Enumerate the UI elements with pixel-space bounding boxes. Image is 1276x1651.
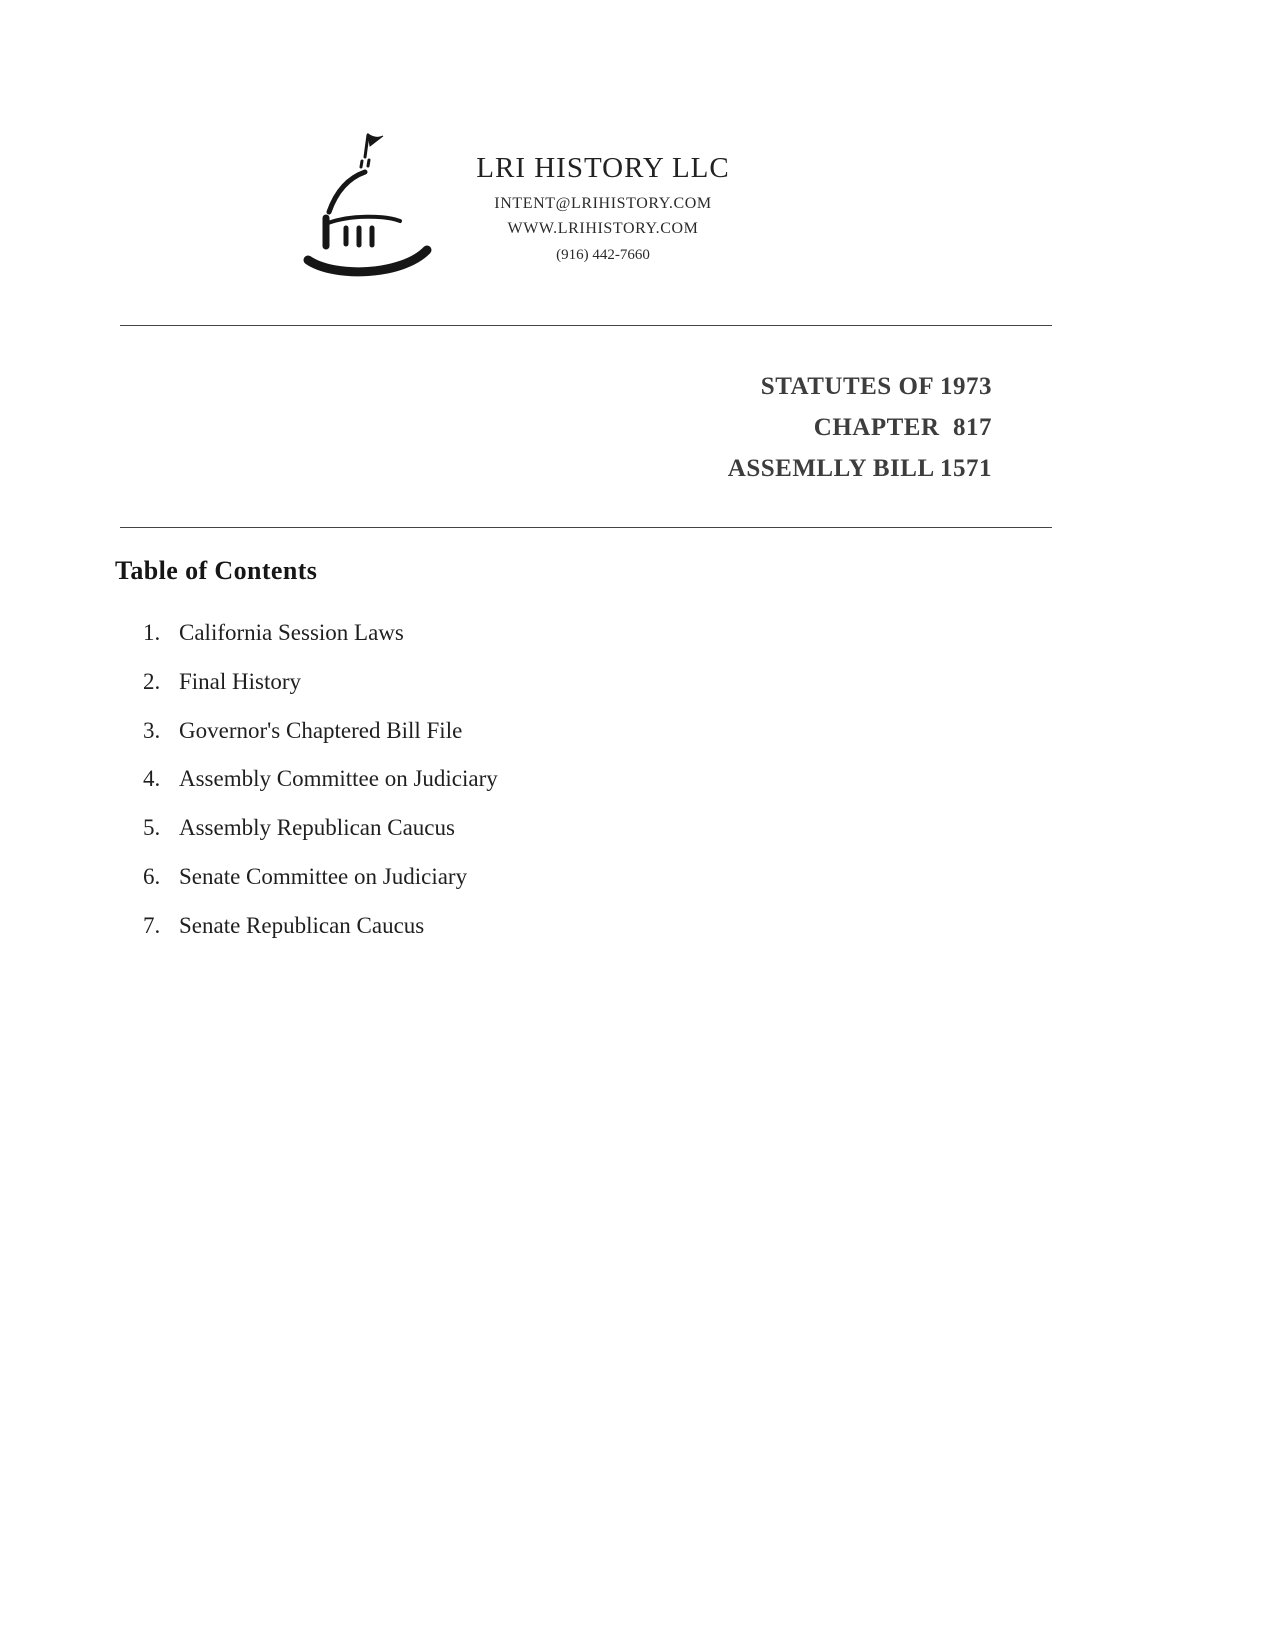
toc-item	[143, 717, 1156, 746]
phone-line: (916) 442-7660	[556, 247, 650, 264]
divider-bottom	[120, 527, 1052, 528]
table-of-contents	[115, 556, 1156, 940]
toc-item-label: Assembly Committee on Judiciary	[179, 766, 498, 792]
company-name: LRI HISTORY LLC	[476, 152, 730, 184]
toc-item-number: 4.	[143, 766, 161, 792]
divider-top	[120, 325, 1052, 326]
toc-item	[143, 668, 1156, 697]
toc-item-number: 1.	[143, 620, 161, 645]
toc-item-label: Assembly Republican Caucus	[179, 815, 455, 840]
title-block	[728, 366, 992, 489]
toc-item	[143, 912, 1156, 941]
toc-item	[143, 814, 1156, 843]
toc-item-number: 2.	[143, 668, 161, 694]
toc-item-number: 5.	[143, 815, 161, 840]
toc-item-label: Senate Committee on Judiciary	[179, 863, 468, 889]
toc-item	[143, 765, 1156, 794]
toc-item-number: 3.	[143, 717, 161, 743]
statutes-line: STATUTES OF 1973	[760, 373, 992, 400]
toc-item-number: 6.	[143, 863, 161, 889]
toc-item-label: Final History	[179, 668, 302, 694]
bill-line: ASSEMLLY BILL 1571	[727, 455, 992, 482]
letterhead	[428, 150, 778, 264]
toc-item-number: 7.	[143, 912, 161, 938]
toc-item	[143, 619, 1156, 648]
chapter-line: CHAPTER 817	[813, 414, 992, 441]
email-line: INTENT@LRIHISTORY.COM	[494, 195, 712, 213]
toc-item-label: Governor's Chaptered Bill File	[179, 717, 463, 743]
toc-item	[143, 863, 1156, 892]
toc-heading: Table of Contents	[115, 556, 318, 585]
toc-item-label: Senate Republican Caucus	[179, 912, 425, 938]
toc-list	[115, 619, 1156, 940]
website-line: WWW.LRIHISTORY.COM	[507, 220, 699, 238]
toc-item-label: California Session Laws	[179, 620, 404, 645]
capitol-logo-icon	[298, 126, 438, 286]
